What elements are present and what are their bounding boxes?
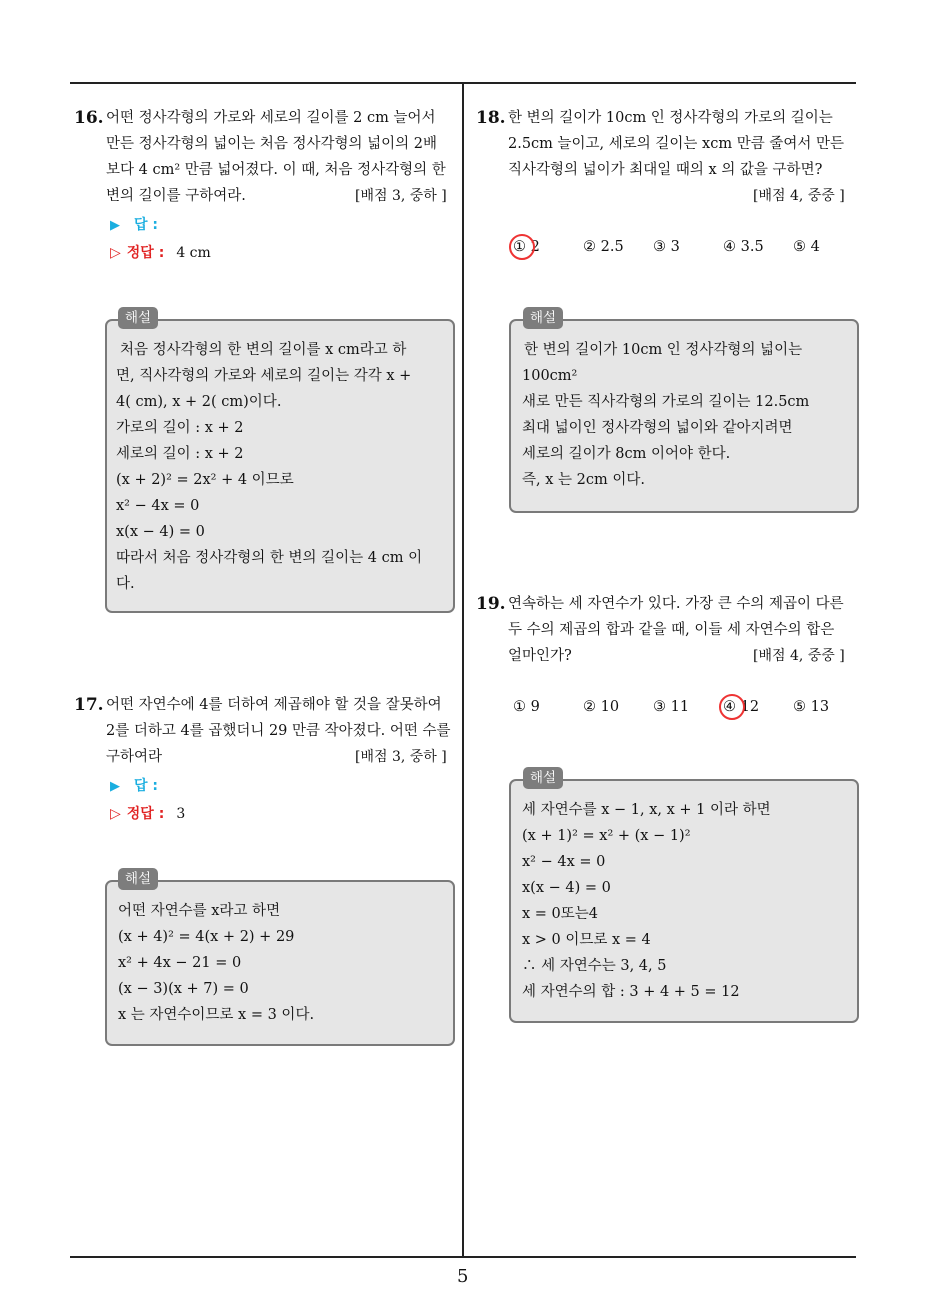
question-text-line: 한 변의 길이가 10cm 인 정사각형의 가로의 길이는 xyxy=(508,110,833,126)
choice-3[interactable]: ③ 3 xyxy=(653,239,680,255)
play-outline-icon: ▷ xyxy=(110,806,121,822)
question-text-line: 두 수의 제곱의 합과 같을 때, 이들 세 자연수의 합은 xyxy=(508,622,835,638)
correct-label: 정답 : xyxy=(126,245,165,261)
question-text-line: 얼마인가? xyxy=(508,648,572,664)
explanation-line: (x + 1)² = x² + (x − 1)² xyxy=(522,828,691,844)
question-text-line: 만든 정사각형의 넓이는 처음 정사각형의 넓이의 2배 xyxy=(106,136,438,152)
explanation-line: x² − 4x = 0 xyxy=(522,854,606,870)
play-icon: ▶ xyxy=(110,218,120,233)
question-text-line: 연속하는 세 자연수가 있다. 가장 큰 수의 제곱이 다른 xyxy=(508,596,844,612)
question-text-line: 2.5cm 늘이고, 세로의 길이는 xcm 만큼 줄여서 만든 xyxy=(508,136,844,152)
question-text-line: 직사각형의 넓이가 최대일 때의 x 의 값을 구하면? xyxy=(508,162,823,178)
answer-row xyxy=(110,775,158,798)
bottom-rule xyxy=(70,1256,856,1258)
choice-3[interactable]: ③ 11 xyxy=(653,699,690,715)
explanation-line: ∴ 세 자연수는 3, 4, 5 xyxy=(522,958,667,974)
choice-4[interactable]: ④ 12 xyxy=(723,699,760,715)
explanation-line: 가로의 길이 : x + 2 xyxy=(116,420,244,436)
explanation-tag: 해설 xyxy=(118,307,158,329)
explanation-line: (x + 2)² = 2x² + 4 이므로 xyxy=(116,472,294,488)
explanation-line: 한 변의 길이가 10cm 인 정사각형의 넓이는 xyxy=(524,342,803,358)
explanation-line: 면, 직사각형의 가로와 세로의 길이는 각각 x + xyxy=(116,368,412,384)
explanation-line: 세로의 길이가 8cm 이어야 한다. xyxy=(522,446,731,462)
play-outline-icon: ▷ xyxy=(110,245,121,261)
choice-5[interactable]: ⑤ 4 xyxy=(793,239,820,255)
correct-answer-row xyxy=(110,242,211,264)
selected-answer-circle xyxy=(509,234,535,260)
choice-2[interactable]: ② 2.5 xyxy=(583,239,624,255)
answer-label: 답 : xyxy=(134,217,158,233)
choice-1[interactable]: ① 2 xyxy=(513,239,540,255)
score-meta: [배점 3, 중하 ] xyxy=(355,749,447,765)
explanation-tag: 해설 xyxy=(523,307,563,329)
correct-label: 정답 : xyxy=(126,806,165,822)
score-meta: [배점 4, 중중 ] xyxy=(753,188,845,204)
question-text-line: 변의 길이를 구하여라. xyxy=(106,188,246,204)
explanation-line: 즉, x 는 2cm 이다. xyxy=(522,472,645,488)
explanation-line: 새로 만든 직사각형의 가로의 길이는 12.5cm xyxy=(522,394,810,410)
answer-row xyxy=(110,214,158,237)
question-number: 19. xyxy=(476,594,506,614)
score-meta: [배점 3, 중하 ] xyxy=(355,188,447,204)
column-divider xyxy=(462,82,464,1257)
answer-label: 답 : xyxy=(134,778,158,794)
question-number: 17. xyxy=(74,695,104,715)
explanation-line: x = 0또는4 xyxy=(522,906,599,922)
selected-answer-circle xyxy=(719,694,745,720)
explanation-line: (x + 4)² = 4(x + 2) + 29 xyxy=(118,929,295,945)
question-text-line: 구하여라 xyxy=(106,749,163,765)
explanation-line: 세로의 길이 : x + 2 xyxy=(116,446,244,462)
page-number: 5 xyxy=(457,1266,469,1287)
question-number: 18. xyxy=(476,108,506,128)
choice-5[interactable]: ⑤ 13 xyxy=(793,699,830,715)
question-text-line: 어떤 자연수에 4를 더하여 제곱해야 할 것을 잘못하여 xyxy=(106,697,442,713)
correct-value: 3 xyxy=(176,806,186,822)
explanation-line: x(x − 4) = 0 xyxy=(522,880,611,896)
explanation-line: x 는 자연수이므로 x = 3 이다. xyxy=(118,1007,315,1023)
explanation-line: (x − 3)(x + 7) = 0 xyxy=(118,981,249,997)
explanation-line: x(x − 4) = 0 xyxy=(116,524,205,540)
question-number: 16. xyxy=(74,108,104,128)
choice-4[interactable]: ④ 3.5 xyxy=(723,239,764,255)
explanation-tag: 해설 xyxy=(523,767,563,789)
choice-2[interactable]: ② 10 xyxy=(583,699,620,715)
explanation-line: 다. xyxy=(116,576,135,592)
choice-1[interactable]: ① 9 xyxy=(513,699,540,715)
explanation-line: 어떤 자연수를 x라고 하면 xyxy=(118,903,281,919)
explanation-line: 세 자연수를 x − 1, x, x + 1 이라 하면 xyxy=(522,802,771,818)
question-text-line: 어떤 정사각형의 가로와 세로의 길이를 2 cm 늘어서 xyxy=(106,110,436,126)
question-text-line: 보다 4 cm² 만큼 넓어졌다. 이 때, 처음 정사각형의 한 xyxy=(106,162,446,178)
question-text-line: 2를 더하고 4를 곱했더니 29 만큼 작아졌다. 어떤 수를 xyxy=(106,723,451,739)
explanation-line: 따라서 처음 정사각형의 한 변의 길이는 4 cm 이 xyxy=(116,550,423,566)
correct-value: 4 cm xyxy=(176,245,211,261)
score-meta: [배점 4, 중중 ] xyxy=(753,648,845,664)
correct-answer-row xyxy=(110,803,185,825)
explanation-line: 4( cm), x + 2( cm)이다. xyxy=(116,394,282,410)
explanation-line: 최대 넓이인 정사각형의 넓이와 같아지려면 xyxy=(522,420,793,436)
play-icon: ▶ xyxy=(110,779,120,794)
explanation-line: 처음 정사각형의 한 변의 길이를 x cm라고 하 xyxy=(120,342,407,358)
explanation-tag: 해설 xyxy=(118,868,158,890)
explanation-line: x² + 4x − 21 = 0 xyxy=(118,955,242,971)
explanation-line: 100cm² xyxy=(522,368,578,384)
explanation-line: x² − 4x = 0 xyxy=(116,498,200,514)
explanation-line: 세 자연수의 합 : 3 + 4 + 5 = 12 xyxy=(522,984,740,1000)
explanation-line: x > 0 이므로 x = 4 xyxy=(522,932,651,948)
